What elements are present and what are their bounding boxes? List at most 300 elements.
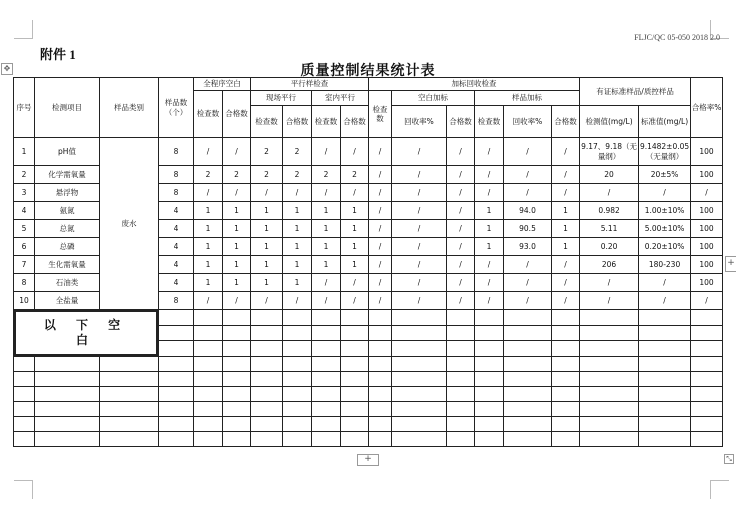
row-value-cell[interactable]: / — [552, 292, 580, 310]
row-measured[interactable]: / — [580, 184, 639, 202]
row-value-cell[interactable]: / — [552, 166, 580, 184]
row-value-cell[interactable]: 1 — [194, 202, 223, 220]
row-value-cell[interactable]: / — [194, 138, 223, 166]
row-sample-count[interactable]: 4 — [159, 256, 194, 274]
empty-cell[interactable] — [639, 402, 691, 417]
row-sample-category[interactable]: 废水 — [100, 138, 159, 310]
row-sample-count[interactable]: 4 — [159, 238, 194, 256]
empty-cell[interactable] — [691, 357, 723, 372]
empty-cell[interactable] — [100, 417, 159, 432]
empty-cell[interactable] — [369, 417, 392, 432]
empty-cell[interactable] — [283, 387, 312, 402]
row-value-cell[interactable]: / — [251, 184, 283, 202]
empty-cell[interactable] — [580, 417, 639, 432]
row-item[interactable]: 全盐量 — [35, 292, 100, 310]
empty-cell[interactable] — [369, 357, 392, 372]
empty-cell[interactable] — [35, 417, 100, 432]
empty-cell[interactable] — [223, 325, 251, 341]
empty-cell[interactable] — [341, 387, 369, 402]
row-sample-count[interactable]: 4 — [159, 220, 194, 238]
row-value-cell[interactable]: 2 — [312, 166, 341, 184]
row-value-cell[interactable]: 1 — [475, 238, 504, 256]
empty-cell[interactable] — [691, 310, 723, 326]
row-standard[interactable]: 1.00±10% — [639, 202, 691, 220]
empty-cell[interactable] — [312, 341, 341, 357]
empty-cell[interactable] — [100, 357, 159, 372]
empty-cell[interactable] — [639, 325, 691, 341]
row-value-cell[interactable]: 1 — [475, 202, 504, 220]
row-standard[interactable]: / — [639, 274, 691, 292]
empty-cell[interactable] — [159, 357, 194, 372]
empty-cell[interactable] — [194, 432, 223, 447]
row-value-cell[interactable]: 2 — [194, 166, 223, 184]
empty-cell[interactable] — [447, 341, 475, 357]
row-value-cell[interactable]: / — [504, 138, 552, 166]
row-value-cell[interactable]: 94.0 — [504, 202, 552, 220]
empty-cell[interactable] — [35, 357, 100, 372]
empty-cell[interactable] — [475, 341, 504, 357]
row-serial[interactable]: 4 — [14, 202, 35, 220]
row-value-cell[interactable]: / — [392, 202, 447, 220]
row-value-cell[interactable]: / — [369, 256, 392, 274]
row-item[interactable]: 悬浮物 — [35, 184, 100, 202]
empty-cell[interactable] — [283, 372, 312, 387]
row-value-cell[interactable]: / — [392, 256, 447, 274]
row-value-cell[interactable]: 1 — [251, 220, 283, 238]
row-value-cell[interactable]: 1 — [312, 202, 341, 220]
empty-cell[interactable] — [580, 310, 639, 326]
row-value-cell[interactable]: 1 — [312, 238, 341, 256]
row-value-cell[interactable]: / — [283, 184, 312, 202]
row-value-cell[interactable]: / — [552, 256, 580, 274]
row-value-cell[interactable]: / — [369, 292, 392, 310]
empty-cell[interactable] — [341, 357, 369, 372]
empty-cell[interactable] — [369, 310, 392, 326]
row-value-cell[interactable]: / — [392, 274, 447, 292]
empty-cell[interactable] — [312, 417, 341, 432]
row-rate[interactable]: 100 — [691, 138, 723, 166]
empty-cell[interactable] — [341, 417, 369, 432]
table-resize-handle-icon[interactable]: ⤡ — [724, 454, 734, 464]
row-item[interactable]: 总氮 — [35, 220, 100, 238]
empty-cell[interactable] — [194, 310, 223, 326]
table-move-handle-icon[interactable]: ✥ — [1, 63, 13, 75]
row-value-cell[interactable]: / — [312, 138, 341, 166]
empty-cell[interactable] — [639, 372, 691, 387]
row-value-cell[interactable]: 90.5 — [504, 220, 552, 238]
row-value-cell[interactable]: / — [392, 166, 447, 184]
row-value-cell[interactable]: 2 — [251, 138, 283, 166]
row-sample-count[interactable]: 8 — [159, 166, 194, 184]
empty-cell[interactable] — [639, 341, 691, 357]
empty-cell[interactable] — [341, 402, 369, 417]
row-value-cell[interactable]: 1 — [194, 220, 223, 238]
empty-cell[interactable] — [392, 402, 447, 417]
row-value-cell[interactable]: 2 — [341, 166, 369, 184]
empty-cell[interactable] — [504, 417, 552, 432]
empty-cell[interactable] — [691, 341, 723, 357]
empty-cell[interactable] — [312, 432, 341, 447]
empty-cell[interactable] — [580, 432, 639, 447]
row-rate[interactable]: 100 — [691, 238, 723, 256]
row-value-cell[interactable]: / — [194, 184, 223, 202]
row-value-cell[interactable]: / — [369, 202, 392, 220]
empty-cell[interactable] — [223, 417, 251, 432]
row-value-cell[interactable]: / — [369, 138, 392, 166]
empty-cell[interactable] — [691, 417, 723, 432]
empty-cell[interactable] — [14, 372, 35, 387]
empty-cell[interactable] — [447, 417, 475, 432]
row-value-cell[interactable]: / — [392, 138, 447, 166]
empty-cell[interactable] — [14, 387, 35, 402]
empty-cell[interactable] — [552, 417, 580, 432]
row-value-cell[interactable]: 1 — [194, 238, 223, 256]
empty-cell[interactable] — [194, 417, 223, 432]
empty-cell[interactable] — [14, 402, 35, 417]
row-value-cell[interactable]: 1 — [223, 202, 251, 220]
empty-cell[interactable] — [35, 432, 100, 447]
empty-cell[interactable] — [639, 357, 691, 372]
row-value-cell[interactable]: 2 — [251, 166, 283, 184]
empty-cell[interactable] — [251, 402, 283, 417]
row-rate[interactable]: 100 — [691, 274, 723, 292]
empty-cell[interactable] — [159, 310, 194, 326]
empty-cell[interactable] — [369, 387, 392, 402]
row-value-cell[interactable]: / — [475, 166, 504, 184]
empty-cell[interactable] — [580, 387, 639, 402]
row-serial[interactable]: 10 — [14, 292, 35, 310]
empty-cell[interactable] — [552, 325, 580, 341]
empty-cell[interactable] — [392, 417, 447, 432]
empty-cell[interactable] — [341, 372, 369, 387]
row-value-cell[interactable]: / — [552, 274, 580, 292]
row-value-cell[interactable]: 1 — [552, 220, 580, 238]
row-value-cell[interactable]: 1 — [283, 256, 312, 274]
row-measured[interactable]: 9.17、9.18（无量纲） — [580, 138, 639, 166]
row-value-cell[interactable]: / — [475, 138, 504, 166]
empty-cell[interactable] — [194, 357, 223, 372]
row-value-cell[interactable]: / — [341, 138, 369, 166]
row-rate[interactable]: 100 — [691, 220, 723, 238]
row-value-cell[interactable]: / — [283, 292, 312, 310]
empty-cell[interactable] — [159, 325, 194, 341]
row-value-cell[interactable]: 1 — [251, 202, 283, 220]
empty-cell[interactable] — [392, 387, 447, 402]
row-serial[interactable]: 5 — [14, 220, 35, 238]
row-rate[interactable]: / — [691, 184, 723, 202]
empty-cell[interactable] — [251, 387, 283, 402]
empty-cell[interactable] — [447, 432, 475, 447]
empty-cell[interactable] — [341, 432, 369, 447]
add-row-button[interactable]: + — [357, 454, 379, 466]
row-value-cell[interactable]: 1 — [194, 256, 223, 274]
empty-cell[interactable] — [475, 372, 504, 387]
row-value-cell[interactable]: 2 — [283, 166, 312, 184]
row-value-cell[interactable]: / — [369, 238, 392, 256]
empty-cell[interactable] — [194, 341, 223, 357]
row-value-cell[interactable]: / — [475, 184, 504, 202]
row-value-cell[interactable]: 2 — [223, 166, 251, 184]
empty-cell[interactable] — [159, 341, 194, 357]
row-serial[interactable]: 1 — [14, 138, 35, 166]
row-item[interactable]: 生化需氧量 — [35, 256, 100, 274]
row-value-cell[interactable]: / — [312, 274, 341, 292]
row-value-cell[interactable]: / — [392, 292, 447, 310]
empty-cell[interactable] — [312, 387, 341, 402]
empty-cell[interactable] — [580, 402, 639, 417]
empty-cell[interactable] — [194, 325, 223, 341]
empty-cell[interactable] — [691, 432, 723, 447]
row-value-cell[interactable]: 1 — [283, 238, 312, 256]
empty-cell[interactable] — [447, 310, 475, 326]
empty-cell[interactable] — [447, 372, 475, 387]
empty-cell[interactable] — [14, 357, 35, 372]
empty-cell[interactable] — [223, 372, 251, 387]
empty-cell[interactable] — [552, 341, 580, 357]
empty-cell[interactable] — [691, 402, 723, 417]
empty-cell[interactable] — [504, 357, 552, 372]
empty-cell[interactable] — [100, 387, 159, 402]
row-value-cell[interactable]: / — [369, 274, 392, 292]
empty-cell[interactable] — [251, 310, 283, 326]
row-measured[interactable]: 206 — [580, 256, 639, 274]
empty-cell[interactable] — [35, 402, 100, 417]
empty-cell[interactable] — [475, 387, 504, 402]
empty-cell[interactable] — [552, 402, 580, 417]
empty-cell[interactable] — [392, 341, 447, 357]
row-rate[interactable]: 100 — [691, 166, 723, 184]
row-standard[interactable]: 0.20±10% — [639, 238, 691, 256]
row-value-cell[interactable]: / — [251, 292, 283, 310]
empty-cell[interactable] — [14, 417, 35, 432]
row-value-cell[interactable]: / — [447, 166, 475, 184]
empty-cell[interactable] — [159, 387, 194, 402]
empty-cell[interactable] — [475, 325, 504, 341]
row-value-cell[interactable]: / — [392, 238, 447, 256]
empty-cell[interactable] — [369, 402, 392, 417]
empty-cell[interactable] — [580, 341, 639, 357]
row-value-cell[interactable]: 1 — [223, 274, 251, 292]
row-measured[interactable]: / — [580, 274, 639, 292]
empty-cell[interactable] — [392, 372, 447, 387]
row-value-cell[interactable]: / — [369, 184, 392, 202]
empty-cell[interactable] — [251, 372, 283, 387]
row-value-cell[interactable]: 1 — [552, 202, 580, 220]
empty-cell[interactable] — [283, 402, 312, 417]
empty-cell[interactable] — [223, 402, 251, 417]
row-value-cell[interactable]: 1 — [251, 274, 283, 292]
row-value-cell[interactable]: 1 — [475, 220, 504, 238]
row-value-cell[interactable]: 1 — [341, 220, 369, 238]
row-rate[interactable]: 100 — [691, 202, 723, 220]
row-value-cell[interactable]: 1 — [283, 220, 312, 238]
row-rate[interactable]: 100 — [691, 256, 723, 274]
empty-cell[interactable] — [341, 325, 369, 341]
empty-cell[interactable] — [552, 387, 580, 402]
row-measured[interactable]: 0.982 — [580, 202, 639, 220]
empty-cell[interactable] — [283, 341, 312, 357]
empty-cell[interactable] — [283, 325, 312, 341]
add-column-button[interactable]: + — [725, 256, 736, 272]
empty-cell[interactable] — [475, 432, 504, 447]
row-value-cell[interactable]: 1 — [283, 202, 312, 220]
empty-cell[interactable] — [447, 325, 475, 341]
row-value-cell[interactable]: / — [447, 292, 475, 310]
row-item[interactable]: 总磷 — [35, 238, 100, 256]
row-value-cell[interactable]: 1 — [194, 274, 223, 292]
empty-cell[interactable] — [251, 357, 283, 372]
row-value-cell[interactable]: 1 — [312, 220, 341, 238]
empty-cell[interactable] — [691, 387, 723, 402]
empty-cell[interactable] — [223, 310, 251, 326]
empty-cell[interactable] — [504, 310, 552, 326]
empty-cell[interactable] — [159, 432, 194, 447]
empty-cell[interactable] — [223, 341, 251, 357]
empty-cell[interactable] — [475, 357, 504, 372]
row-standard[interactable]: / — [639, 292, 691, 310]
empty-cell[interactable] — [223, 432, 251, 447]
row-item[interactable]: 石油类 — [35, 274, 100, 292]
empty-cell[interactable] — [504, 432, 552, 447]
empty-cell[interactable] — [691, 325, 723, 341]
empty-cell[interactable] — [504, 402, 552, 417]
row-value-cell[interactable]: / — [369, 166, 392, 184]
row-value-cell[interactable]: 93.0 — [504, 238, 552, 256]
row-measured[interactable]: 0.20 — [580, 238, 639, 256]
row-sample-count[interactable]: 4 — [159, 274, 194, 292]
row-value-cell[interactable]: 1 — [312, 256, 341, 274]
row-measured[interactable]: 5.11 — [580, 220, 639, 238]
empty-cell[interactable] — [639, 417, 691, 432]
row-standard[interactable]: / — [639, 184, 691, 202]
empty-cell[interactable] — [159, 417, 194, 432]
empty-cell[interactable] — [369, 325, 392, 341]
row-measured[interactable]: 20 — [580, 166, 639, 184]
empty-cell[interactable] — [475, 310, 504, 326]
empty-cell[interactable] — [312, 310, 341, 326]
row-value-cell[interactable]: 1 — [223, 220, 251, 238]
empty-cell[interactable] — [14, 432, 35, 447]
row-value-cell[interactable]: / — [504, 184, 552, 202]
empty-cell[interactable] — [100, 402, 159, 417]
row-value-cell[interactable]: 1 — [251, 256, 283, 274]
empty-cell[interactable] — [552, 372, 580, 387]
empty-cell[interactable] — [312, 325, 341, 341]
row-value-cell[interactable]: / — [475, 256, 504, 274]
empty-cell[interactable] — [392, 325, 447, 341]
row-value-cell[interactable]: / — [504, 256, 552, 274]
empty-cell[interactable] — [392, 432, 447, 447]
empty-cell[interactable] — [369, 341, 392, 357]
empty-cell[interactable] — [341, 310, 369, 326]
row-value-cell[interactable]: / — [447, 202, 475, 220]
empty-cell[interactable] — [312, 372, 341, 387]
empty-cell[interactable] — [35, 387, 100, 402]
row-value-cell[interactable]: 1 — [283, 274, 312, 292]
row-value-cell[interactable]: / — [504, 292, 552, 310]
empty-cell[interactable] — [580, 325, 639, 341]
empty-cell[interactable] — [392, 357, 447, 372]
row-value-cell[interactable]: / — [475, 274, 504, 292]
empty-cell[interactable] — [251, 325, 283, 341]
row-value-cell[interactable]: / — [447, 256, 475, 274]
row-value-cell[interactable]: / — [447, 220, 475, 238]
row-standard[interactable]: 9.1482±0.05（无量纲） — [639, 138, 691, 166]
row-standard[interactable]: 20±5% — [639, 166, 691, 184]
empty-cell[interactable] — [552, 432, 580, 447]
row-value-cell[interactable]: / — [392, 184, 447, 202]
row-value-cell[interactable]: 1 — [223, 256, 251, 274]
empty-cell[interactable] — [475, 417, 504, 432]
empty-cell[interactable] — [504, 341, 552, 357]
row-value-cell[interactable]: 1 — [251, 238, 283, 256]
row-value-cell[interactable]: / — [223, 292, 251, 310]
row-item[interactable]: 化学需氧量 — [35, 166, 100, 184]
row-value-cell[interactable]: 1 — [552, 238, 580, 256]
row-serial[interactable]: 7 — [14, 256, 35, 274]
empty-cell[interactable] — [341, 341, 369, 357]
row-value-cell[interactable]: / — [194, 292, 223, 310]
row-sample-count[interactable]: 8 — [159, 138, 194, 166]
row-value-cell[interactable]: / — [475, 292, 504, 310]
row-value-cell[interactable]: / — [341, 274, 369, 292]
empty-cell[interactable] — [639, 387, 691, 402]
empty-cell[interactable] — [283, 357, 312, 372]
empty-cell[interactable] — [369, 372, 392, 387]
empty-cell[interactable] — [552, 310, 580, 326]
row-item[interactable]: pH值 — [35, 138, 100, 166]
row-value-cell[interactable]: 1 — [341, 256, 369, 274]
row-value-cell[interactable]: / — [504, 274, 552, 292]
row-sample-count[interactable]: 8 — [159, 184, 194, 202]
empty-cell[interactable] — [283, 310, 312, 326]
row-value-cell[interactable]: / — [504, 166, 552, 184]
row-value-cell[interactable]: / — [552, 184, 580, 202]
empty-cell[interactable] — [159, 372, 194, 387]
empty-cell[interactable] — [447, 402, 475, 417]
empty-cell[interactable] — [194, 387, 223, 402]
empty-cell[interactable] — [392, 310, 447, 326]
empty-cell[interactable] — [35, 372, 100, 387]
row-sample-count[interactable]: 4 — [159, 202, 194, 220]
empty-cell[interactable] — [251, 417, 283, 432]
empty-cell[interactable] — [223, 357, 251, 372]
empty-cell[interactable] — [194, 402, 223, 417]
empty-cell[interactable] — [504, 372, 552, 387]
row-value-cell[interactable]: / — [447, 238, 475, 256]
row-value-cell[interactable]: / — [392, 220, 447, 238]
row-value-cell[interactable]: / — [223, 184, 251, 202]
row-value-cell[interactable]: / — [312, 292, 341, 310]
empty-cell[interactable] — [194, 372, 223, 387]
empty-cell[interactable] — [504, 325, 552, 341]
row-value-cell[interactable]: / — [447, 138, 475, 166]
row-value-cell[interactable]: 1 — [341, 238, 369, 256]
row-measured[interactable]: / — [580, 292, 639, 310]
empty-cell[interactable] — [251, 432, 283, 447]
empty-cell[interactable] — [447, 387, 475, 402]
empty-cell[interactable] — [312, 402, 341, 417]
row-value-cell[interactable]: / — [447, 184, 475, 202]
row-value-cell[interactable]: 1 — [223, 238, 251, 256]
empty-cell[interactable] — [159, 402, 194, 417]
row-serial[interactable]: 3 — [14, 184, 35, 202]
row-rate[interactable]: / — [691, 292, 723, 310]
row-value-cell[interactable]: / — [552, 138, 580, 166]
row-item[interactable]: 氨氮 — [35, 202, 100, 220]
empty-cell[interactable] — [100, 432, 159, 447]
empty-cell[interactable] — [639, 310, 691, 326]
